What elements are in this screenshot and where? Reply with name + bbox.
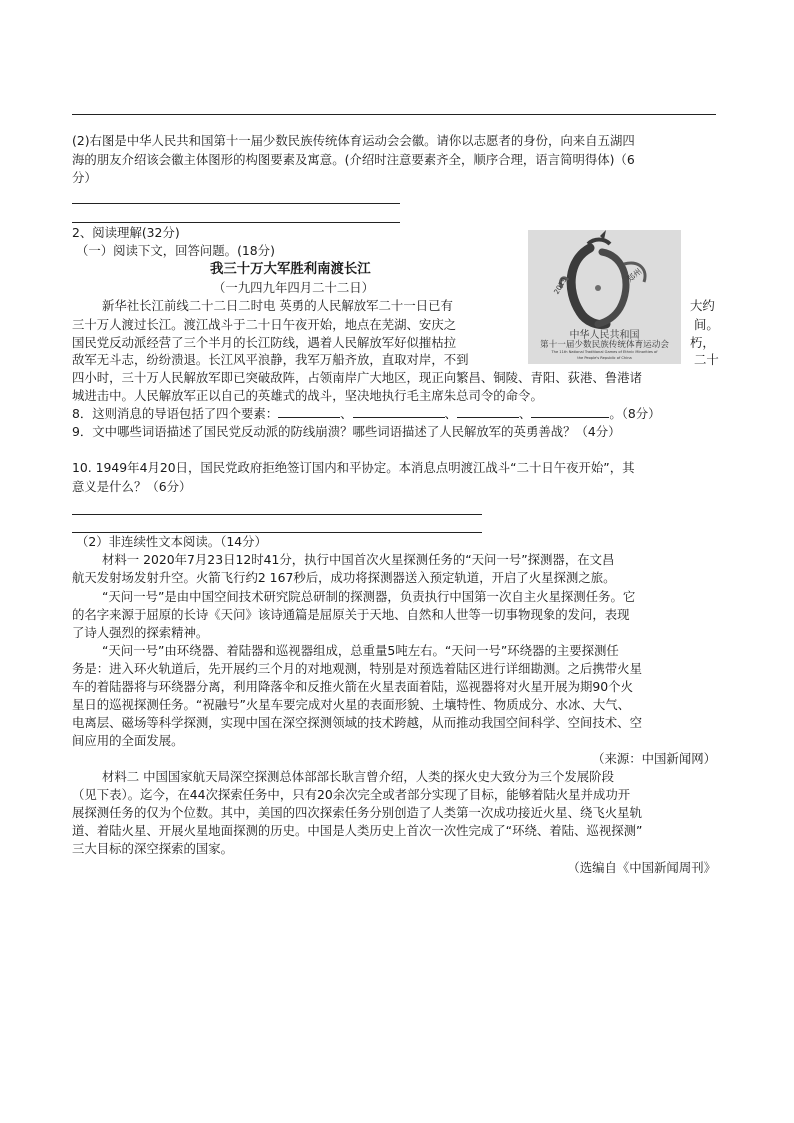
material-1-source: （来源：中国新闻网） bbox=[592, 751, 716, 766]
emblem-label-en-2: the People's Republic of China bbox=[577, 356, 632, 360]
answer-line-1 bbox=[72, 203, 400, 204]
q8-separator-3: 、 bbox=[518, 406, 532, 421]
question-8-end: 。（8分） bbox=[609, 406, 661, 421]
material-1-line-1: 材料一 2020年7月23日12时41分，执行中国首次火星探测任务的“天问一号”探测器，在文昌 bbox=[102, 552, 615, 567]
article-line-5: 四小时，三十万人民解放军即已突破敌阵，占领南岸广大地区，现正向繁昌、铜陵、青阳、荻港、鲁港诸 bbox=[72, 370, 642, 385]
section-heading: 2、阅读理解(32分) bbox=[72, 225, 180, 240]
material-2-line-4: 道、着陆火星、开展火星地面探测的历史。中国是人类历史上首次一次性完成了“环绕、着陆、巡视探测” bbox=[72, 823, 643, 838]
article-line-2-tail: 间。 bbox=[694, 317, 719, 332]
question-8 bbox=[72, 406, 661, 422]
material-1-line-8: 车的着陆器将与环绕器分离，利用降落伞和反推火箭在火星表面着陆，巡视器将对火星开展为期90个火 bbox=[72, 679, 633, 694]
part2-label: （2）非连续性文本阅读。（14分） bbox=[76, 534, 267, 549]
games-emblem-image bbox=[528, 230, 681, 364]
article-line-3: 国民党反动派经营了三个半月的长江防线，遇着人民解放军好似摧枯拉 bbox=[72, 335, 457, 350]
article-title: 我三十万大军胜利南渡长江 bbox=[210, 262, 371, 277]
material-1-line-9: 星日的巡视探测任务。“祝融号”火星车要完成对火星的表面形貌、土壤特性、物质成分、水冰、大气、 bbox=[72, 697, 631, 712]
emblem-mark-right: 郑州 bbox=[625, 266, 644, 285]
material-2-line-3: 展探测任务的仅为个位数。其中，美国的四次探索任务分别创造了人类第一次成功接近火星、绕飞火星轨 bbox=[72, 805, 642, 820]
question-10-line-2: 意义是什么？（6分） bbox=[72, 479, 192, 494]
article-line-1: 新华社长江前线二十二日二时电 英勇的人民解放军二十一日已有 bbox=[102, 298, 453, 313]
material-1-line-3: “天问一号”是由中国空间技术研究院总研制的探测器，负责执行中国第一次自主火星探测任务。它 bbox=[102, 589, 636, 604]
article-line-4: 敌军无斗志，纷纷溃退。长江风平浪静，我军万船齐放，直取对岸，不到 bbox=[72, 352, 469, 367]
article-line-3-tail: 朽， bbox=[690, 335, 715, 350]
question-9: 9．文中哪些词语描述了国民党反动派的防线崩溃？哪些词语描述了人民解放军的英勇善战？（4分） bbox=[72, 424, 621, 439]
question-2-line-3: 分） bbox=[72, 170, 97, 185]
top-answer-line bbox=[72, 114, 716, 115]
emblem-label-en-1: The 11th National Traditional Games of Ethnic Minorities of bbox=[551, 350, 658, 354]
q8-separator-1: 、 bbox=[340, 406, 353, 421]
emblem-mark-left: 2019 bbox=[552, 276, 569, 296]
q8-separator-2: 、 bbox=[444, 406, 457, 421]
material-1-line-10: 电离层、磁场等科学探测，实现中国在深空探测领域的技术跨越，从而推动我国空间科学、空间技术、空 bbox=[72, 715, 642, 730]
q8-blank-2[interactable] bbox=[353, 406, 445, 418]
article-line-6: 城进击中。人民解放军正以自己的英雄式的战斗，坚决地执行毛主席朱总司令的命令。 bbox=[72, 388, 543, 403]
article-date: （一九四九年四月二十二日） bbox=[213, 280, 375, 295]
q8-blank-4[interactable] bbox=[531, 406, 609, 418]
article-line-2: 三十万人渡过长江。渡江战斗于二十日午夜开始，地点在芜湖、安庆之 bbox=[72, 317, 457, 332]
q8-blank-1[interactable] bbox=[278, 406, 340, 418]
question-10-line-1: 10. 1949年4月20日，国民党政府拒绝签订国内和平协定。本消息点明渡江战斗“二十日午夜开始”，其 bbox=[72, 460, 635, 475]
answer-line-3 bbox=[72, 514, 482, 515]
answer-line-4 bbox=[72, 532, 482, 533]
part1-label: （一）阅读下文，回答问题。(18分) bbox=[76, 243, 275, 258]
q8-blank-3[interactable] bbox=[457, 406, 519, 418]
material-2-source: （选编自《中国新闻周刊》 bbox=[567, 860, 716, 875]
material-1-line-11: 间应用的全面发展。 bbox=[72, 733, 184, 748]
material-1-line-7: 务是：进入环火轨道后，先开展约三个月的对地观测，特别是对预选着陆区进行详细勘测。之后携带火星 bbox=[72, 661, 642, 676]
answer-line-2 bbox=[72, 222, 400, 223]
emblem-label-cn-1: 中华人民共和国 bbox=[569, 330, 640, 341]
question-2-line-2: 海的朋友介绍该会徽主体图形的构图要素及寓意。(介绍时注意要素齐全，顺序合理，语言简明得体)（6 bbox=[72, 152, 635, 167]
material-1-line-5: 了诗人强烈的探索精神。 bbox=[72, 625, 209, 640]
article-line-4-tail: 二十 bbox=[694, 352, 719, 367]
material-2-line-5: 三大目标的深空探索的国家。 bbox=[72, 841, 234, 856]
emblem-label-cn-2: 第十一届少数民族传统体育运动会 bbox=[540, 340, 669, 350]
material-1-line-6: “天问一号”由环绕器、着陆器和巡视器组成，总重量5吨左右。“天问一号”环绕器的主要探测任 bbox=[102, 643, 619, 658]
material-1-line-4: 的名字来源于屈原的长诗《天问》该诗通篇是屈原关于天地、自然和人世等一切事物现象的发问，表现 bbox=[72, 607, 630, 622]
question-2-line-1: (2)右图是中华人民共和国第十一届少数民族传统体育运动会会徽。请你以志愿者的身份，向来自五湖四 bbox=[72, 133, 635, 148]
material-2-line-1: 材料二 中国国家航天局深空探测总体部部长耿言曾介绍，人类的探火史大致分为三个发展阶段 bbox=[102, 769, 614, 784]
material-2-line-2: （见下表）。迄今，在44次探索任务中，只有20余次完全或者部分实现了目标，能够着陆火星并成功开 bbox=[72, 787, 631, 802]
question-8-text: 8．这则消息的导语包括了四个要素： bbox=[72, 406, 279, 421]
article-line-1-tail: 大约 bbox=[690, 298, 715, 313]
material-1-line-2: 航天发射场发射升空。火箭飞行约2 167秒后，成功将探测器送入预定轨道，开启了火星探测之旅。 bbox=[72, 570, 616, 585]
